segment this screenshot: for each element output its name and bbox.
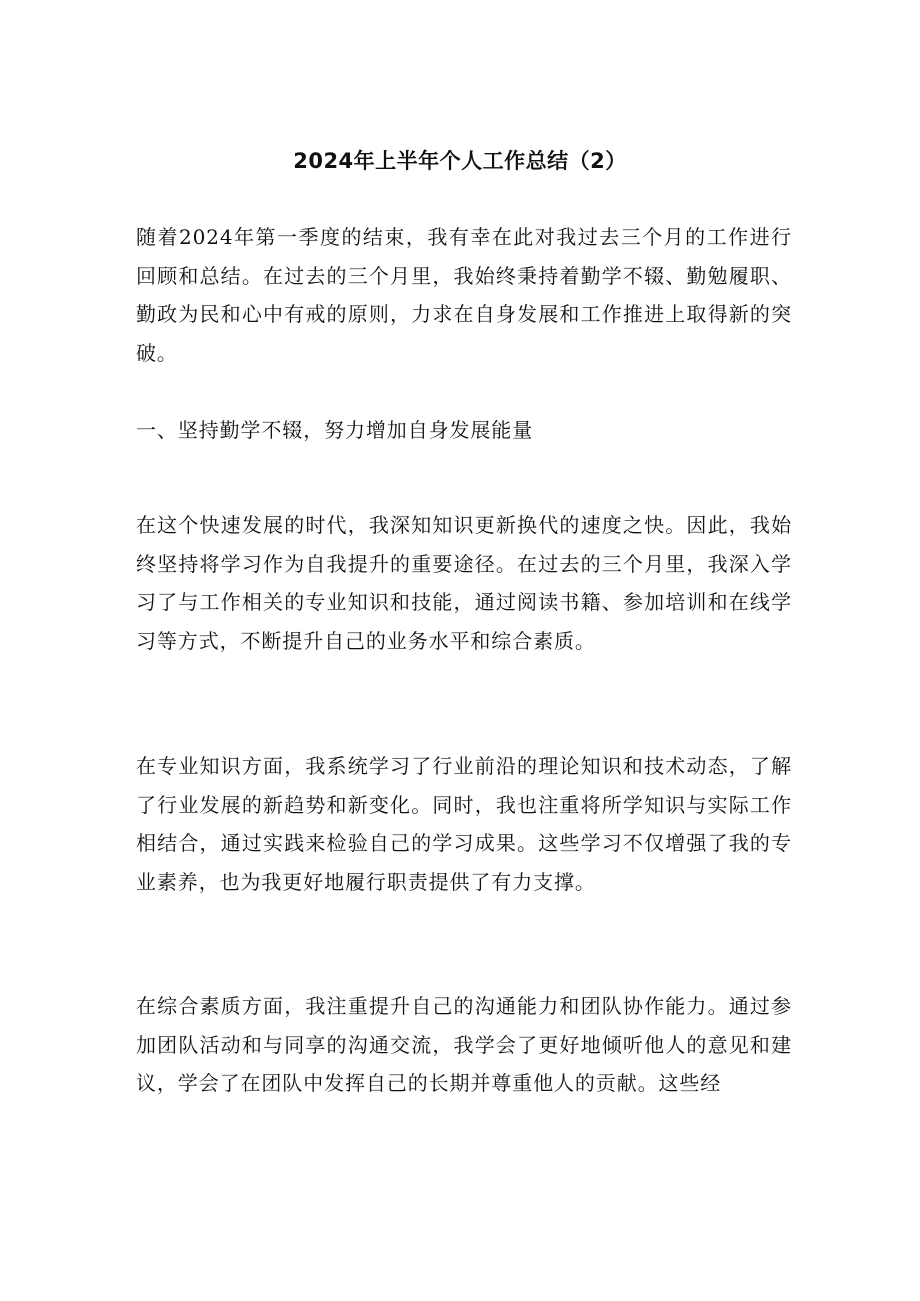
body-paragraph-2: 在专业知识方面，我系统学习了行业前沿的理论知识和技术动态，了解了行业发展的新趋势和新变化。同时，我也注重将所学知识与实际工作相结合，通过实践来检验自己的学习成果。这些学习不仅增强了我的专业素养，也为我更好地履行职责提供了有力支撑。 xyxy=(136,754,792,894)
document-title: 2024年上半年个人工作总结（2） xyxy=(293,149,627,173)
section-heading: 一、坚持勤学不辍，努力增加自身发展能量 xyxy=(136,418,534,442)
body-paragraph-1: 在这个快速发展的时代，我深知知识更新换代的速度之快。因此，我始终坚持将学习作为自我提升的重要途径。在过去的三个月里，我深入学习了与工作相关的专业知识和技能，通过阅读书籍、参加培训和在线学习等方式，不断提升自己的业务水平和综合素质。 xyxy=(136,513,792,653)
body-paragraph-3: 在综合素质方面，我注重提升自己的沟通能力和团队协作能力。通过参加团队活动和与同享的沟通交流，我学会了更好地倾听他人的意见和建议，学会了在团队中发挥自己的长期并尊重他人的贡献。这些经 xyxy=(136,994,792,1095)
intro-paragraph: 随着2024年第一季度的结束，我有幸在此对我过去三个月的工作进行回顾和总结。在过去的三个月里，我始终秉持着勤学不辍、勤勉履职、勤政为民和心中有戒的原则，力求在自身发展和工作推进上取得新的突破。 xyxy=(136,225,792,365)
